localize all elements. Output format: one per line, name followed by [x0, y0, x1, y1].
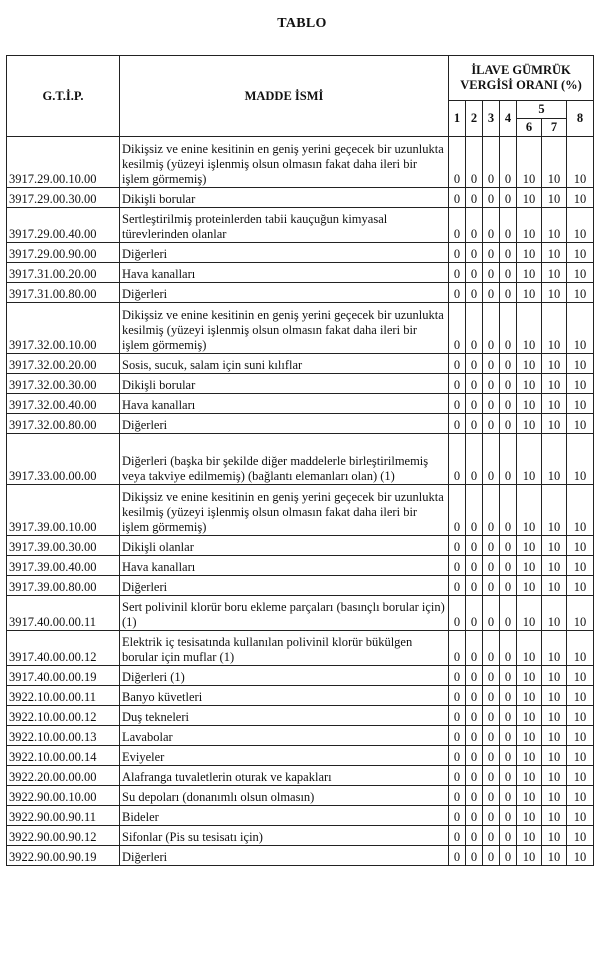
- row-rate-7: 10: [567, 374, 594, 394]
- row-rate-4: 0: [500, 243, 517, 263]
- row-rate-7: 10: [567, 576, 594, 596]
- row-rate-2: 0: [466, 485, 483, 536]
- row-rate-4: 0: [500, 786, 517, 806]
- table-row: [7, 394, 594, 414]
- row-name: Banyo küvetleri: [120, 686, 449, 706]
- row-rate-1: 0: [449, 766, 466, 786]
- row-rate-6: 10: [542, 208, 567, 243]
- row-rate-7: 10: [567, 706, 594, 726]
- row-rate-2: 0: [466, 243, 483, 263]
- row-name: Diğerleri (başka bir şekilde diğer maddelerle birleştirilmemiş veya takviye edilmemiş) (bağlantı elemanları olan) (1): [120, 434, 449, 485]
- row-rate-5: 10: [517, 374, 542, 394]
- table-row: [7, 263, 594, 283]
- row-rate-2: 0: [466, 786, 483, 806]
- row-rate-1: 0: [449, 263, 466, 283]
- row-rate-4: 0: [500, 208, 517, 243]
- row-rate-5: 10: [517, 208, 542, 243]
- row-rate-3: 0: [483, 354, 500, 374]
- row-rate-1: 0: [449, 631, 466, 666]
- row-rate-2: 0: [466, 631, 483, 666]
- row-rate-5: 10: [517, 243, 542, 263]
- row-rate-3: 0: [483, 666, 500, 686]
- row-rate-4: 0: [500, 188, 517, 208]
- row-name: Dikişli borular: [120, 374, 449, 394]
- row-rate-6: 10: [542, 556, 567, 576]
- header-col-8: 8: [567, 101, 594, 137]
- row-rate-7: 10: [567, 766, 594, 786]
- row-code: 3917.32.00.10.00: [7, 303, 120, 354]
- row-rate-6: 10: [542, 766, 567, 786]
- row-rate-1: 0: [449, 686, 466, 706]
- row-rate-3: 0: [483, 303, 500, 354]
- row-code: 3922.90.00.90.11: [7, 806, 120, 826]
- row-rate-1: 0: [449, 596, 466, 631]
- row-name: Sosis, sucuk, salam için suni kılıflar: [120, 354, 449, 374]
- table-row: [7, 485, 594, 536]
- row-rate-5: 10: [517, 826, 542, 846]
- row-name: Sifonlar (Pis su tesisatı için): [120, 826, 449, 846]
- row-rate-7: 10: [567, 303, 594, 354]
- row-name: Su depoları (donanımlı olsun olmasın): [120, 786, 449, 806]
- table-row: [7, 576, 594, 596]
- row-rate-4: 0: [500, 263, 517, 283]
- row-rate-6: 10: [542, 188, 567, 208]
- table-row: [7, 806, 594, 826]
- row-rate-5: 10: [517, 485, 542, 536]
- row-rate-1: 0: [449, 354, 466, 374]
- row-rate-6: 10: [542, 536, 567, 556]
- header-col-6: 6: [517, 119, 542, 137]
- row-rate-1: 0: [449, 243, 466, 263]
- row-name: Lavabolar: [120, 726, 449, 746]
- row-rate-7: 10: [567, 263, 594, 283]
- row-rate-6: 10: [542, 576, 567, 596]
- row-rate-2: 0: [466, 137, 483, 188]
- row-code: 3922.90.00.90.19: [7, 846, 120, 866]
- header-col-1: 1: [449, 101, 466, 137]
- row-rate-2: 0: [466, 686, 483, 706]
- row-rate-4: 0: [500, 576, 517, 596]
- row-rate-6: 10: [542, 826, 567, 846]
- table-row: [7, 243, 594, 263]
- row-rate-6: 10: [542, 485, 567, 536]
- row-rate-3: 0: [483, 576, 500, 596]
- row-rate-3: 0: [483, 394, 500, 414]
- table-row: [7, 631, 594, 666]
- row-rate-4: 0: [500, 806, 517, 826]
- row-rate-3: 0: [483, 556, 500, 576]
- table-row: [7, 414, 594, 434]
- row-code: 3922.90.00.10.00: [7, 786, 120, 806]
- row-rate-5: 10: [517, 846, 542, 866]
- row-rate-1: 0: [449, 576, 466, 596]
- row-rate-5: 10: [517, 806, 542, 826]
- table-row: [7, 846, 594, 866]
- row-rate-2: 0: [466, 806, 483, 826]
- row-name: Diğerleri: [120, 846, 449, 866]
- row-rate-3: 0: [483, 786, 500, 806]
- row-rate-4: 0: [500, 434, 517, 485]
- row-rate-7: 10: [567, 354, 594, 374]
- row-rate-3: 0: [483, 631, 500, 666]
- row-name: Diğerleri: [120, 576, 449, 596]
- row-rate-7: 10: [567, 536, 594, 556]
- row-code: 3917.31.00.80.00: [7, 283, 120, 303]
- row-rate-2: 0: [466, 354, 483, 374]
- row-rate-2: 0: [466, 666, 483, 686]
- row-rate-1: 0: [449, 374, 466, 394]
- row-rate-4: 0: [500, 726, 517, 746]
- row-code: 3917.29.00.40.00: [7, 208, 120, 243]
- table-row: [7, 786, 594, 806]
- row-rate-1: 0: [449, 706, 466, 726]
- header-col-3: 3: [483, 101, 500, 137]
- header-col-4: 4: [500, 101, 517, 137]
- header-name: MADDE İSMİ: [120, 56, 449, 137]
- row-rate-7: 10: [567, 556, 594, 576]
- row-rate-6: 10: [542, 596, 567, 631]
- row-rate-4: 0: [500, 394, 517, 414]
- header-col-5: 5: [517, 101, 567, 119]
- table-row: [7, 666, 594, 686]
- row-rate-5: 10: [517, 394, 542, 414]
- row-name: Duş tekneleri: [120, 706, 449, 726]
- row-rate-3: 0: [483, 188, 500, 208]
- row-rate-4: 0: [500, 846, 517, 866]
- row-rate-2: 0: [466, 846, 483, 866]
- header-code: G.T.İ.P.: [7, 56, 120, 137]
- table-row: [7, 746, 594, 766]
- row-rate-2: 0: [466, 706, 483, 726]
- row-rate-3: 0: [483, 283, 500, 303]
- row-rate-1: 0: [449, 485, 466, 536]
- row-rate-4: 0: [500, 556, 517, 576]
- row-rate-7: 10: [567, 243, 594, 263]
- row-rate-7: 10: [567, 137, 594, 188]
- row-rate-6: 10: [542, 706, 567, 726]
- table-row: [7, 596, 594, 631]
- row-code: 3917.29.00.30.00: [7, 188, 120, 208]
- row-rate-5: 10: [517, 666, 542, 686]
- row-name: Dikişli borular: [120, 188, 449, 208]
- row-rate-6: 10: [542, 746, 567, 766]
- row-rate-5: 10: [517, 536, 542, 556]
- row-rate-6: 10: [542, 726, 567, 746]
- row-rate-1: 0: [449, 188, 466, 208]
- row-rate-5: 10: [517, 434, 542, 485]
- row-rate-7: 10: [567, 786, 594, 806]
- row-rate-1: 0: [449, 556, 466, 576]
- row-rate-7: 10: [567, 434, 594, 485]
- row-name: Dikişli olanlar: [120, 536, 449, 556]
- row-rate-5: 10: [517, 686, 542, 706]
- table-row: [7, 726, 594, 746]
- row-rate-7: 10: [567, 686, 594, 706]
- row-rate-1: 0: [449, 806, 466, 826]
- row-code: 3922.10.00.00.13: [7, 726, 120, 746]
- row-name: Dikişsiz ve enine kesitinin en geniş yerini geçecek bir uzunlukta kesilmiş (yüzeyi işlenmiş olsun olmasın fakat daha ileri bir işlem görmemiş): [120, 485, 449, 536]
- row-rate-5: 10: [517, 556, 542, 576]
- row-name: Diğerleri: [120, 283, 449, 303]
- row-rate-6: 10: [542, 631, 567, 666]
- row-rate-4: 0: [500, 686, 517, 706]
- row-code: 3917.29.00.90.00: [7, 243, 120, 263]
- row-rate-4: 0: [500, 354, 517, 374]
- row-code: 3917.33.00.00.00: [7, 434, 120, 485]
- row-code: 3922.10.00.00.12: [7, 706, 120, 726]
- row-rate-3: 0: [483, 536, 500, 556]
- row-rate-1: 0: [449, 726, 466, 746]
- row-rate-5: 10: [517, 303, 542, 354]
- row-rate-6: 10: [542, 303, 567, 354]
- row-rate-6: 10: [542, 283, 567, 303]
- row-rate-7: 10: [567, 666, 594, 686]
- row-rate-3: 0: [483, 806, 500, 826]
- table-row: [7, 303, 594, 354]
- row-code: 3917.39.00.30.00: [7, 536, 120, 556]
- table-row: [7, 686, 594, 706]
- row-name: Sert polivinil klorür boru ekleme parçaları (basınçlı borular için) (1): [120, 596, 449, 631]
- row-code: 3917.32.00.20.00: [7, 354, 120, 374]
- row-rate-3: 0: [483, 137, 500, 188]
- row-rate-5: 10: [517, 188, 542, 208]
- header-rate: İLAVE GÜMRÜK VERGİSİ ORANI (%): [449, 56, 594, 101]
- row-rate-1: 0: [449, 846, 466, 866]
- row-code: 3917.40.00.00.11: [7, 596, 120, 631]
- row-rate-4: 0: [500, 631, 517, 666]
- row-name: Hava kanalları: [120, 263, 449, 283]
- row-rate-2: 0: [466, 826, 483, 846]
- row-rate-2: 0: [466, 414, 483, 434]
- row-rate-6: 10: [542, 686, 567, 706]
- row-rate-4: 0: [500, 746, 517, 766]
- row-rate-3: 0: [483, 686, 500, 706]
- row-rate-7: 10: [567, 208, 594, 243]
- row-rate-1: 0: [449, 303, 466, 354]
- row-code: 3917.40.00.00.12: [7, 631, 120, 666]
- table-row: [7, 374, 594, 394]
- row-rate-5: 10: [517, 354, 542, 374]
- row-rate-2: 0: [466, 434, 483, 485]
- row-rate-6: 10: [542, 137, 567, 188]
- table-row: [7, 706, 594, 726]
- row-rate-5: 10: [517, 631, 542, 666]
- row-rate-3: 0: [483, 726, 500, 746]
- row-rate-1: 0: [449, 283, 466, 303]
- row-rate-2: 0: [466, 394, 483, 414]
- table-row: [7, 188, 594, 208]
- row-rate-5: 10: [517, 746, 542, 766]
- row-rate-2: 0: [466, 766, 483, 786]
- row-rate-5: 10: [517, 726, 542, 746]
- row-rate-1: 0: [449, 208, 466, 243]
- row-name: Diğerleri: [120, 414, 449, 434]
- row-rate-3: 0: [483, 485, 500, 536]
- row-rate-3: 0: [483, 414, 500, 434]
- row-rate-3: 0: [483, 846, 500, 866]
- row-name: Elektrik iç tesisatında kullanılan polivinil klorür bükülgen borular için muflar (1): [120, 631, 449, 666]
- row-code: 3917.39.00.10.00: [7, 485, 120, 536]
- row-rate-1: 0: [449, 746, 466, 766]
- row-rate-5: 10: [517, 766, 542, 786]
- row-rate-1: 0: [449, 666, 466, 686]
- row-rate-7: 10: [567, 188, 594, 208]
- row-code: 3917.40.00.00.19: [7, 666, 120, 686]
- row-rate-2: 0: [466, 303, 483, 354]
- row-rate-5: 10: [517, 596, 542, 631]
- row-rate-1: 0: [449, 394, 466, 414]
- row-rate-3: 0: [483, 746, 500, 766]
- row-rate-6: 10: [542, 666, 567, 686]
- row-rate-4: 0: [500, 374, 517, 394]
- row-rate-6: 10: [542, 354, 567, 374]
- row-rate-7: 10: [567, 596, 594, 631]
- row-rate-7: 10: [567, 746, 594, 766]
- row-code: 3917.29.00.10.00: [7, 137, 120, 188]
- page-title: TABLO: [277, 16, 327, 31]
- row-rate-6: 10: [542, 414, 567, 434]
- row-rate-7: 10: [567, 485, 594, 536]
- row-code: 3922.10.00.00.14: [7, 746, 120, 766]
- row-rate-2: 0: [466, 556, 483, 576]
- row-rate-7: 10: [567, 631, 594, 666]
- row-code: 3917.32.00.40.00: [7, 394, 120, 414]
- row-rate-4: 0: [500, 485, 517, 536]
- row-rate-1: 0: [449, 137, 466, 188]
- row-rate-2: 0: [466, 374, 483, 394]
- row-rate-1: 0: [449, 536, 466, 556]
- table-row: [7, 283, 594, 303]
- row-rate-6: 10: [542, 846, 567, 866]
- table-row: [7, 354, 594, 374]
- row-rate-2: 0: [466, 576, 483, 596]
- row-rate-6: 10: [542, 374, 567, 394]
- header-col-7: 7: [542, 119, 567, 137]
- row-rate-2: 0: [466, 208, 483, 243]
- table-row: [7, 434, 594, 485]
- row-rate-2: 0: [466, 263, 483, 283]
- row-rate-5: 10: [517, 576, 542, 596]
- row-code: 3917.32.00.80.00: [7, 414, 120, 434]
- row-rate-2: 0: [466, 746, 483, 766]
- row-name: Diğerleri (1): [120, 666, 449, 686]
- row-rate-3: 0: [483, 706, 500, 726]
- row-name: Dikişsiz ve enine kesitinin en geniş yerini geçecek bir uzunlukta kesilmiş (yüzeyi işlenmiş olsun olmasın fakat daha ileri bir işlem görmemiş): [120, 303, 449, 354]
- row-rate-5: 10: [517, 706, 542, 726]
- row-rate-6: 10: [542, 786, 567, 806]
- row-rate-5: 10: [517, 283, 542, 303]
- row-rate-4: 0: [500, 536, 517, 556]
- row-rate-3: 0: [483, 374, 500, 394]
- table-row: [7, 137, 594, 188]
- row-rate-2: 0: [466, 596, 483, 631]
- row-rate-6: 10: [542, 263, 567, 283]
- row-code: 3917.32.00.30.00: [7, 374, 120, 394]
- row-rate-4: 0: [500, 666, 517, 686]
- row-rate-4: 0: [500, 766, 517, 786]
- row-rate-6: 10: [542, 434, 567, 485]
- row-rate-1: 0: [449, 786, 466, 806]
- row-name: Sertleştirilmiş proteinlerden tabii kauçuğun kimyasal türevlerinden olanlar: [120, 208, 449, 243]
- row-rate-6: 10: [542, 243, 567, 263]
- row-rate-2: 0: [466, 283, 483, 303]
- table-row: [7, 766, 594, 786]
- row-code: 3922.10.00.00.11: [7, 686, 120, 706]
- row-name: Alafranga tuvaletlerin oturak ve kapakları: [120, 766, 449, 786]
- row-rate-4: 0: [500, 826, 517, 846]
- row-rate-3: 0: [483, 263, 500, 283]
- row-rate-1: 0: [449, 414, 466, 434]
- row-rate-4: 0: [500, 706, 517, 726]
- row-rate-4: 0: [500, 283, 517, 303]
- row-name: Eviyeler: [120, 746, 449, 766]
- row-rate-5: 10: [517, 263, 542, 283]
- row-code: 3922.90.00.90.12: [7, 826, 120, 846]
- row-code: 3922.20.00.00.00: [7, 766, 120, 786]
- table-row: [7, 208, 594, 243]
- row-rate-7: 10: [567, 826, 594, 846]
- row-rate-2: 0: [466, 536, 483, 556]
- row-rate-3: 0: [483, 766, 500, 786]
- table-row: [7, 556, 594, 576]
- row-name: Dikişsiz ve enine kesitinin en geniş yerini geçecek bir uzunlukta kesilmiş (yüzeyi işlenmiş olsun olmasın fakat daha ileri bir işlem görmemiş): [120, 137, 449, 188]
- row-rate-3: 0: [483, 826, 500, 846]
- row-rate-2: 0: [466, 188, 483, 208]
- row-rate-5: 10: [517, 137, 542, 188]
- row-rate-5: 10: [517, 414, 542, 434]
- row-rate-3: 0: [483, 208, 500, 243]
- row-code: 3917.39.00.40.00: [7, 556, 120, 576]
- row-rate-4: 0: [500, 303, 517, 354]
- header-col-2: 2: [466, 101, 483, 137]
- row-rate-7: 10: [567, 283, 594, 303]
- row-name: Hava kanalları: [120, 556, 449, 576]
- row-rate-6: 10: [542, 806, 567, 826]
- row-rate-2: 0: [466, 726, 483, 746]
- row-rate-7: 10: [567, 846, 594, 866]
- row-rate-7: 10: [567, 726, 594, 746]
- row-rate-1: 0: [449, 434, 466, 485]
- row-rate-7: 10: [567, 394, 594, 414]
- row-rate-1: 0: [449, 826, 466, 846]
- row-rate-7: 10: [567, 414, 594, 434]
- row-name: Bideler: [120, 806, 449, 826]
- tariff-table: [6, 55, 594, 866]
- row-name: Hava kanalları: [120, 394, 449, 414]
- row-code: 3917.31.00.20.00: [7, 263, 120, 283]
- table-row: [7, 536, 594, 556]
- row-rate-3: 0: [483, 243, 500, 263]
- row-rate-4: 0: [500, 137, 517, 188]
- row-rate-6: 10: [542, 394, 567, 414]
- row-rate-3: 0: [483, 434, 500, 485]
- table-row: [7, 826, 594, 846]
- row-name: Diğerleri: [120, 243, 449, 263]
- row-rate-4: 0: [500, 596, 517, 631]
- row-rate-5: 10: [517, 786, 542, 806]
- row-rate-4: 0: [500, 414, 517, 434]
- row-code: 3917.39.00.80.00: [7, 576, 120, 596]
- row-rate-7: 10: [567, 806, 594, 826]
- row-rate-3: 0: [483, 596, 500, 631]
